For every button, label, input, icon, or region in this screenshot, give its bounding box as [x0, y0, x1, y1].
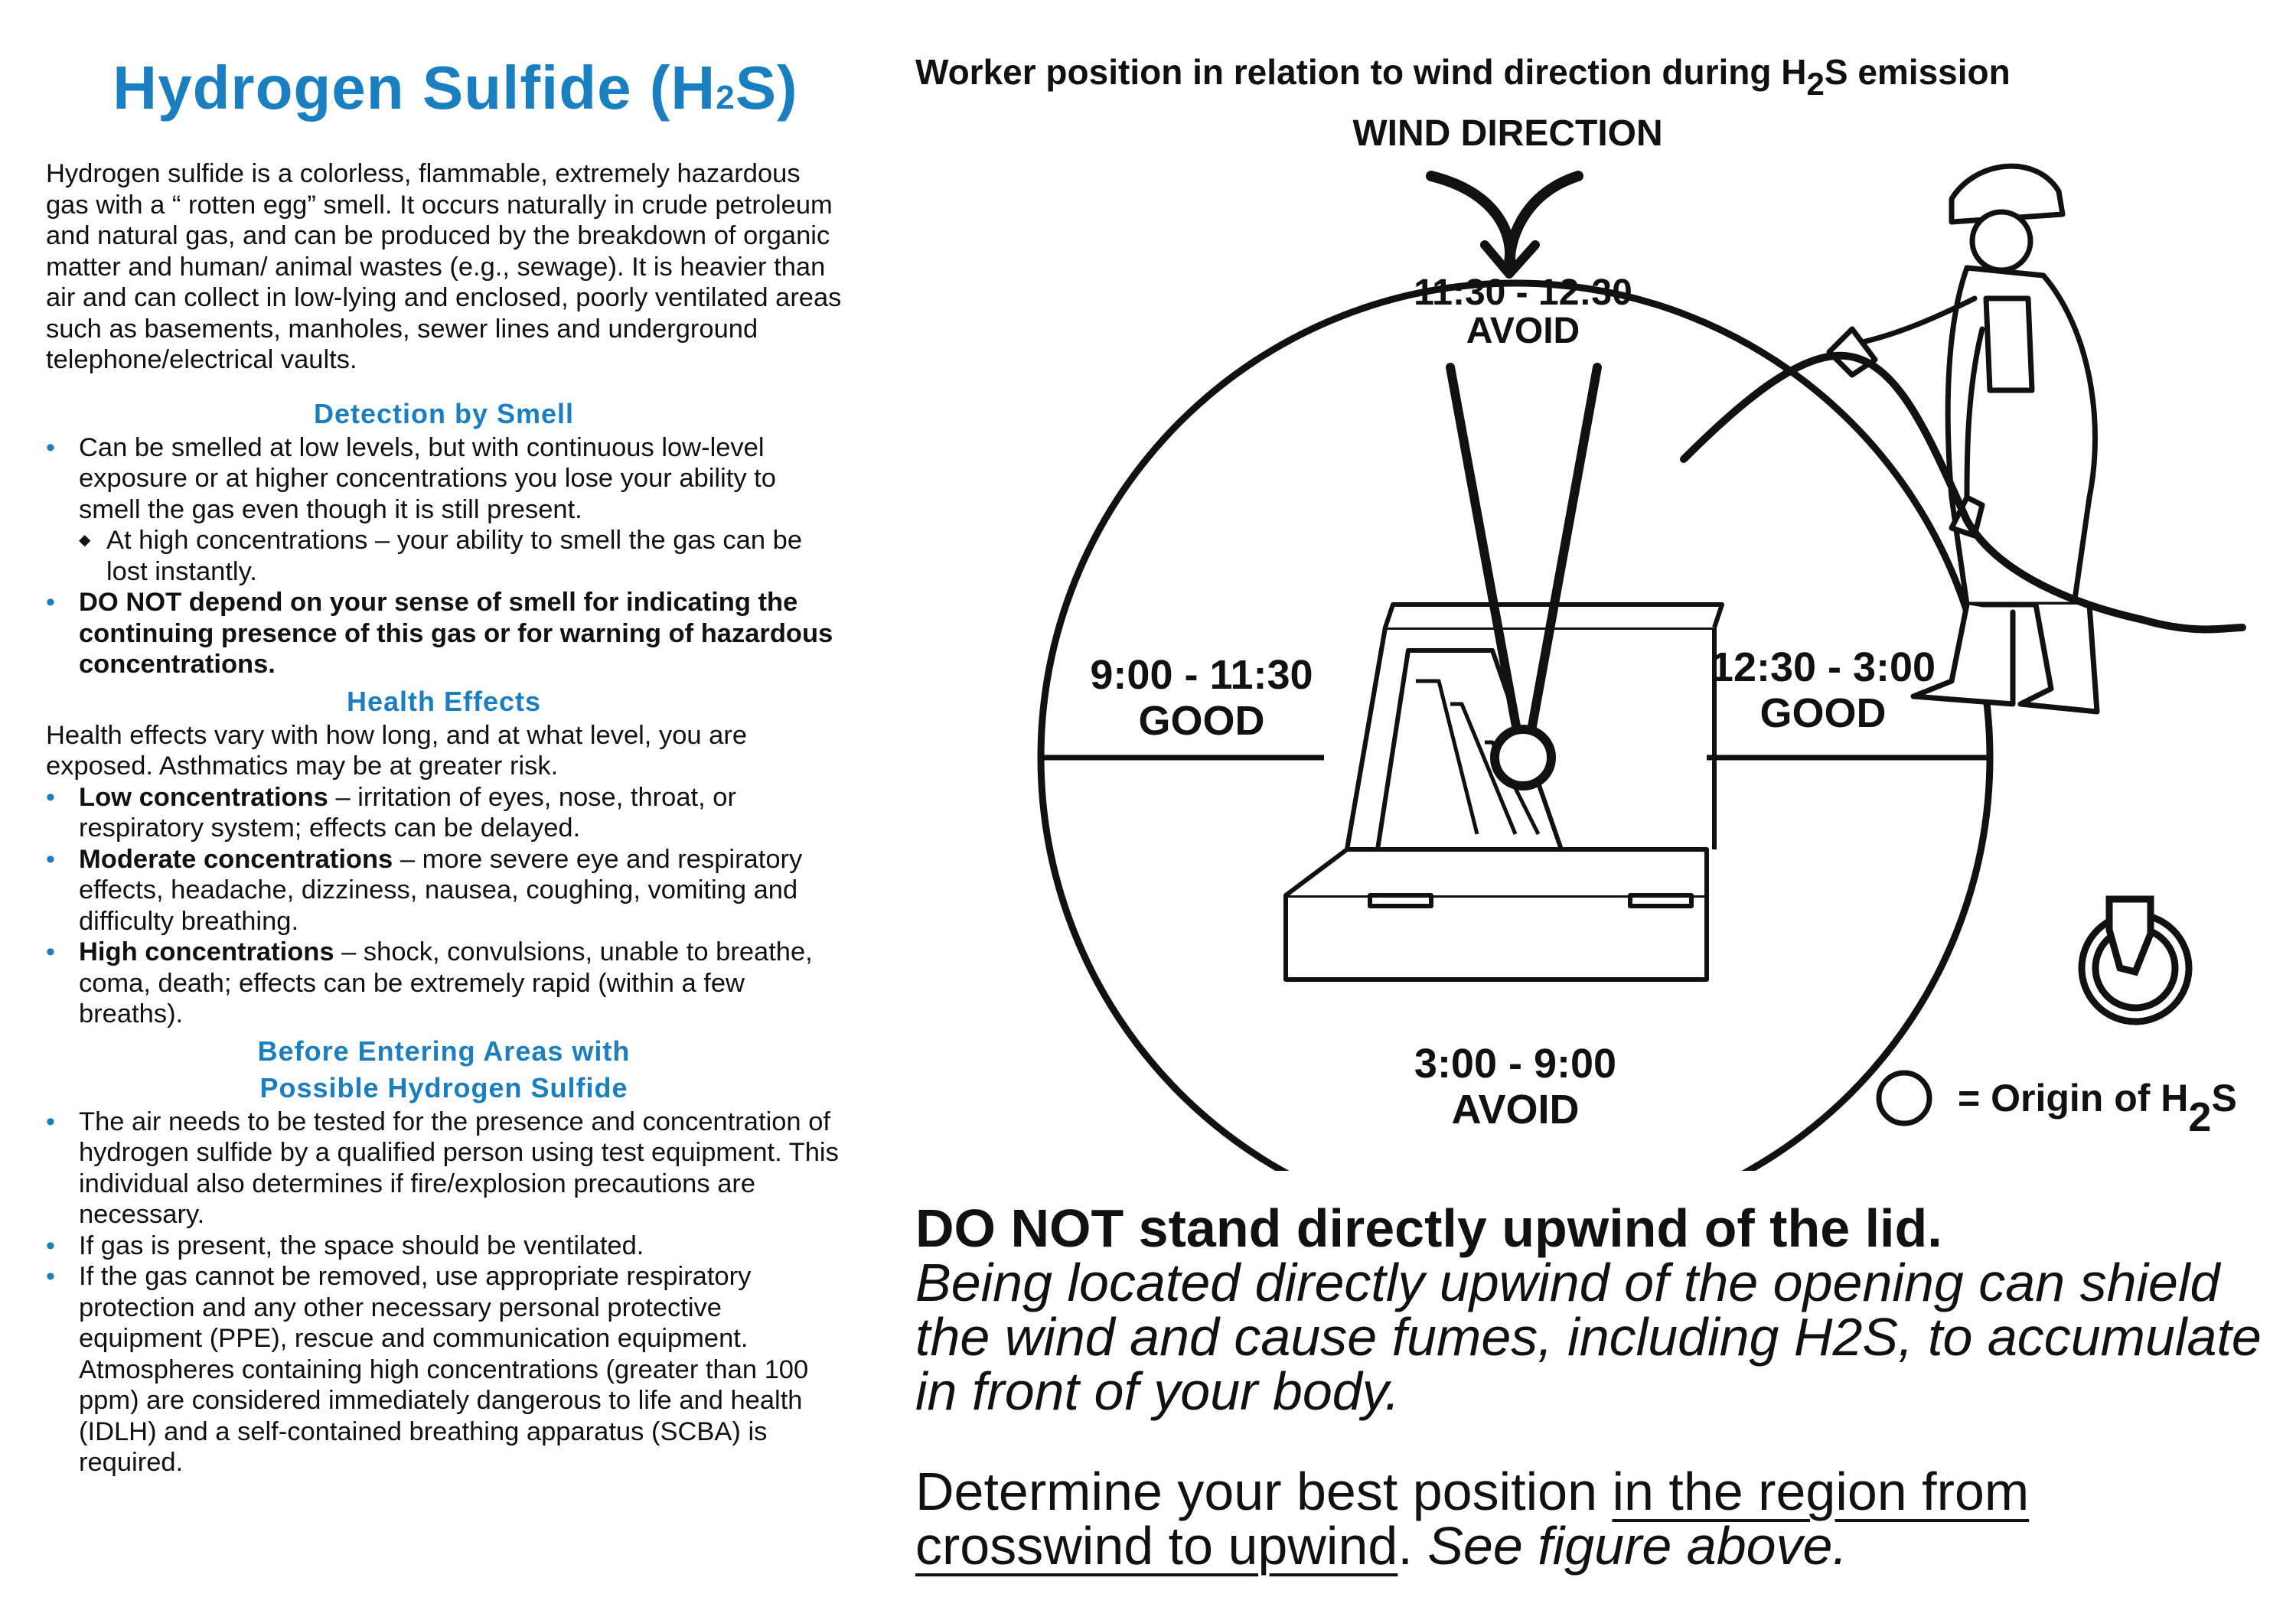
bullet-item	[46, 432, 842, 588]
position-advice: Determine your best position in the region from crosswind to upwind. See figure above.	[915, 1462, 2030, 1576]
bullet-text: – more severe eye and respiratory effects, headache, dizziness, nausea, coughing, vomiting and difficulty breathing.	[79, 844, 803, 936]
bullet-label: Moderate concentrations	[79, 844, 393, 874]
bullet-item: • The air needs to be tested for the presence and concentration of hydrogen sulfide by a qualified person using test equipment. This individual also determines if fire/explosion precautions are necessary.	[46, 1107, 842, 1231]
bullet-text: Can be smelled at low levels, but with continuous low-level exposure or at higher concentrations you lose your ability to smell the gas even though it is still present.	[79, 432, 776, 524]
zone-top-time: 11:30 - 12:30	[1414, 272, 1632, 313]
zone-top-status: AVOID	[1466, 311, 1580, 351]
bullet-text: – irritation of eyes, nose, throat, or respiratory system; effects can be delayed.	[79, 782, 736, 843]
bullet-item	[46, 587, 842, 680]
page-title: Hydrogen Sulfide (H2S)	[113, 54, 798, 122]
section-health-effects	[46, 683, 842, 1030]
bullet-item: • If the gas cannot be removed, use appropriate respiratory protection and any other necessary personal protective equipment (PPE), rescue and communication equipment. Atmospheres containing high concentrations (greater than 100 ppm) are considered immediately dangerous to life and health (IDLH) and a self-contained breathing apparatus (SCBA) is required.	[46, 1261, 842, 1478]
zone-left-time: 9:00 - 11:30	[1090, 652, 1313, 698]
wind-arrow-icon	[1431, 176, 1578, 274]
underlined-region-text: in the region from crosswind to upwind	[915, 1462, 2030, 1576]
sub-bullet-item: ◆ At high concentrations – your ability to smell the gas can be lost instantly.	[79, 525, 842, 587]
section-detection-by-smell	[46, 396, 842, 680]
bullet-item	[46, 844, 842, 937]
bullet-item	[46, 782, 842, 844]
warning-headline: DO NOT stand directly upwind of the lid.	[915, 1198, 1942, 1258]
wind-direction-label: WIND DIRECTION	[1352, 113, 1663, 154]
bullet-text: – shock, convulsions, unable to breathe, coma, death; effects can be extremely rapid (within a few breaths).	[79, 937, 813, 1028]
bullet-item	[46, 937, 842, 1030]
warning-explanation: Being located directly upwind of the opening can shield the wind and cause fumes, including H2S, to accumulate in front of your body.	[915, 1253, 2262, 1421]
legend-text: = Origin of H2S	[1958, 1077, 2237, 1140]
health-intro: Health effects vary with how long, and at what level, you are exposed. Asthmatics may be at greater risk.	[46, 720, 748, 781]
intro-paragraph: Hydrogen sulfide is a colorless, flammable, extremely hazardous gas with a “ rotten egg” smell. It occurs naturally in crude petroleum and natural gas, and can be produced by the breakdown of organic matter and human/ animal wastes (e.g., sewage). It is heavier than air and can collect in low-lying and enclosed, poorly ventilated areas such as basements, manholes, sewer lines and underground telephone/electrical vaults.	[46, 159, 842, 374]
zone-bottom-time: 3:00 - 9:00	[1414, 1041, 1617, 1087]
bottom-guidance	[915, 1198, 2278, 1576]
zone-left-status: GOOD	[1138, 698, 1265, 744]
section-before-entering	[46, 1033, 842, 1478]
bullet-label: Low concentrations	[79, 782, 328, 812]
legend-origin-icon	[1879, 1073, 1929, 1123]
see-figure-note: See figure above.	[1427, 1516, 1848, 1576]
bullet-label: High concentrations	[79, 937, 334, 966]
zone-right-status: GOOD	[1760, 690, 1887, 736]
wind-position-diagram	[880, 99, 2273, 1171]
section-heading: Health Effects	[346, 685, 542, 717]
title-subscript: 2	[716, 79, 735, 116]
zone-right-time: 12:30 - 3:00	[1710, 644, 1936, 690]
h2s-origin-icon	[1495, 729, 1551, 786]
bullet-item: • If gas is present, the space should be ventilated.	[46, 1231, 842, 1262]
section-heading: Before Entering Areas with	[257, 1035, 631, 1067]
section-heading-line2: Possible Hydrogen Sulfide	[259, 1071, 628, 1103]
info-column	[46, 54, 842, 1478]
valve-icon	[2082, 899, 2189, 1022]
bullet-text-bold: DO NOT depend on your sense of smell for indicating the continuing presence of this gas or for warning of hazardous concentrations.	[79, 588, 833, 679]
figure-title: Worker position in relation to wind direction during $H_2S$ emission	[915, 52, 2011, 102]
zone-bottom-status: AVOID	[1451, 1087, 1580, 1133]
title-subscript: 2	[1806, 66, 1825, 102]
section-heading: Detection by Smell	[313, 397, 575, 429]
